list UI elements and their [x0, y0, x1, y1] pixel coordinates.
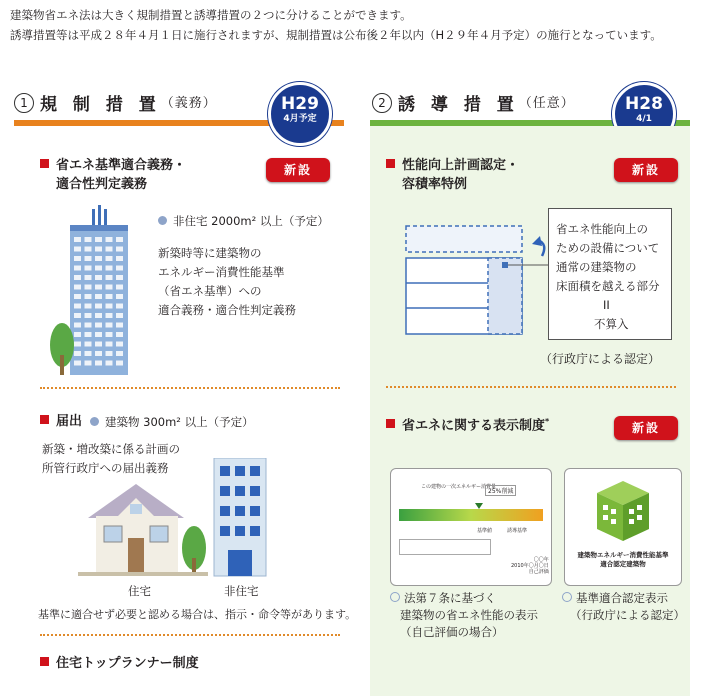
- left-section-sub: （義務）: [160, 96, 217, 111]
- energy-label-standard: 基準値: [477, 528, 493, 534]
- cert-caption-1: 基準適合認定表示: [562, 590, 668, 607]
- bullet-dot-icon: [90, 417, 99, 426]
- left-badge-year: H29: [281, 94, 319, 114]
- certification-text: 建築物エネルギー消費性能基準 適合認定建築物: [577, 551, 669, 568]
- left-badge-month: 4月予定: [283, 114, 317, 124]
- left-item2-desc-1: 新築・増改築に係る計画の: [42, 442, 180, 456]
- office-label: 非住宅: [224, 584, 259, 598]
- certified-building-logo: [595, 479, 651, 543]
- left-item1-desc-2: エネルギー消費性能基準: [158, 265, 285, 279]
- left-section-number: 1: [14, 93, 34, 113]
- left-item1-heading: 省エネ基準適合義務・ 適合性判定義務: [40, 156, 186, 194]
- energy-label-card: [390, 468, 552, 586]
- red-square-icon: [386, 419, 395, 428]
- note-line-4: 床面積を越える部分: [556, 279, 660, 293]
- office-building-illustration: [210, 458, 270, 578]
- energy-label-table: [399, 539, 491, 555]
- left-divider-1: [40, 387, 340, 389]
- right-item2-heading: 省エネに関する表示制度*: [386, 412, 549, 435]
- left-item1-condition: 非住宅 2000m² 以上（予定）: [158, 212, 329, 230]
- left-item2-condition: 建築物 300m² 以上（予定）: [90, 413, 254, 431]
- left-section-header: [14, 90, 217, 120]
- right-badge-year: H28: [625, 94, 663, 114]
- energy-label-induce: 誘導基準: [507, 528, 528, 534]
- house-illustration: [78, 478, 208, 578]
- red-square-icon: [386, 159, 395, 168]
- left-item2-desc-2: 所管行政庁への届出義務: [42, 461, 169, 475]
- left-item1-desc-3: （省エネ基準）への: [158, 284, 262, 298]
- left-item1-desc-1: 新築時等に建築物の: [158, 246, 262, 260]
- ring-bullet-icon: [390, 592, 400, 602]
- right-section-sub: （任意）: [518, 96, 575, 111]
- note-line-2: ための設備について: [556, 241, 660, 255]
- energy-label-caption: この建物の一次エネルギー消費量: [421, 484, 497, 490]
- right-section-title: 誘 導 措 置: [398, 95, 519, 115]
- note-equals: II: [603, 298, 610, 312]
- right-item1-new-badge: 新設: [614, 158, 678, 182]
- note-line-1: 省エネ性能向上の: [556, 222, 648, 236]
- intro-line-2: 誘導措置等は平成２８年４月１日に施行されますが、規制措置は公布後２年以内（H２９年４月予定）の施行となっています。: [10, 28, 662, 42]
- energy-label-percent: 25%削減: [485, 485, 516, 496]
- left-section-title: 規 制 措 置: [40, 95, 161, 115]
- energy-marker-icon: [475, 503, 483, 509]
- energy-label-date: 〇〇年 2010年〇月〇日 自己評価: [511, 557, 549, 575]
- label-caption-3: （自己評価の場合）: [400, 625, 504, 639]
- ring-bullet-icon: [562, 592, 572, 602]
- tall-building-illustration: [48, 205, 148, 375]
- right-item2-new-badge: 新設: [614, 416, 678, 440]
- right-section-header: [372, 90, 575, 120]
- left-item2-note: 基準に適合せず必要と認める場合は、指示・命令等があります。: [38, 608, 357, 621]
- right-badge-date: 4/1: [636, 114, 652, 124]
- left-divider-2: [40, 634, 340, 636]
- right-item1-authority: （行政庁による認定）: [540, 352, 661, 366]
- certification-card: [564, 468, 682, 586]
- intro-line-1: 建築物省エネ法は大きく規制措置と誘導措置の２つに分けることができます。: [10, 8, 412, 22]
- house-label: 住宅: [128, 584, 151, 598]
- red-square-icon: [40, 657, 49, 666]
- right-divider: [386, 386, 676, 388]
- left-item3-heading: 住宅トップランナー制度: [40, 654, 199, 673]
- note-line-3: 通常の建築物の: [556, 260, 637, 274]
- right-section-number: 2: [372, 93, 392, 113]
- left-date-badge: [268, 82, 332, 146]
- left-item2-heading: 届出: [40, 412, 82, 431]
- left-item1-new-badge: 新設: [266, 158, 330, 182]
- cert-caption-2: （行政庁による認定）: [570, 608, 685, 622]
- red-square-icon: [40, 159, 49, 168]
- floor-area-diagram: [400, 222, 550, 344]
- red-square-icon: [40, 415, 49, 424]
- left-item1-desc-4: 適合義務・適合性判定義務: [158, 303, 296, 317]
- energy-scale-bar: [399, 509, 543, 521]
- label-caption-1: 法第７条に基づく: [390, 590, 496, 607]
- right-item1-heading: 性能向上計画認定・ 容積率特例: [386, 156, 519, 194]
- note-line-5: 不算入: [594, 317, 629, 331]
- label-caption-2: 建築物の省エネ性能の表示: [400, 608, 538, 622]
- bullet-dot-icon: [158, 216, 167, 225]
